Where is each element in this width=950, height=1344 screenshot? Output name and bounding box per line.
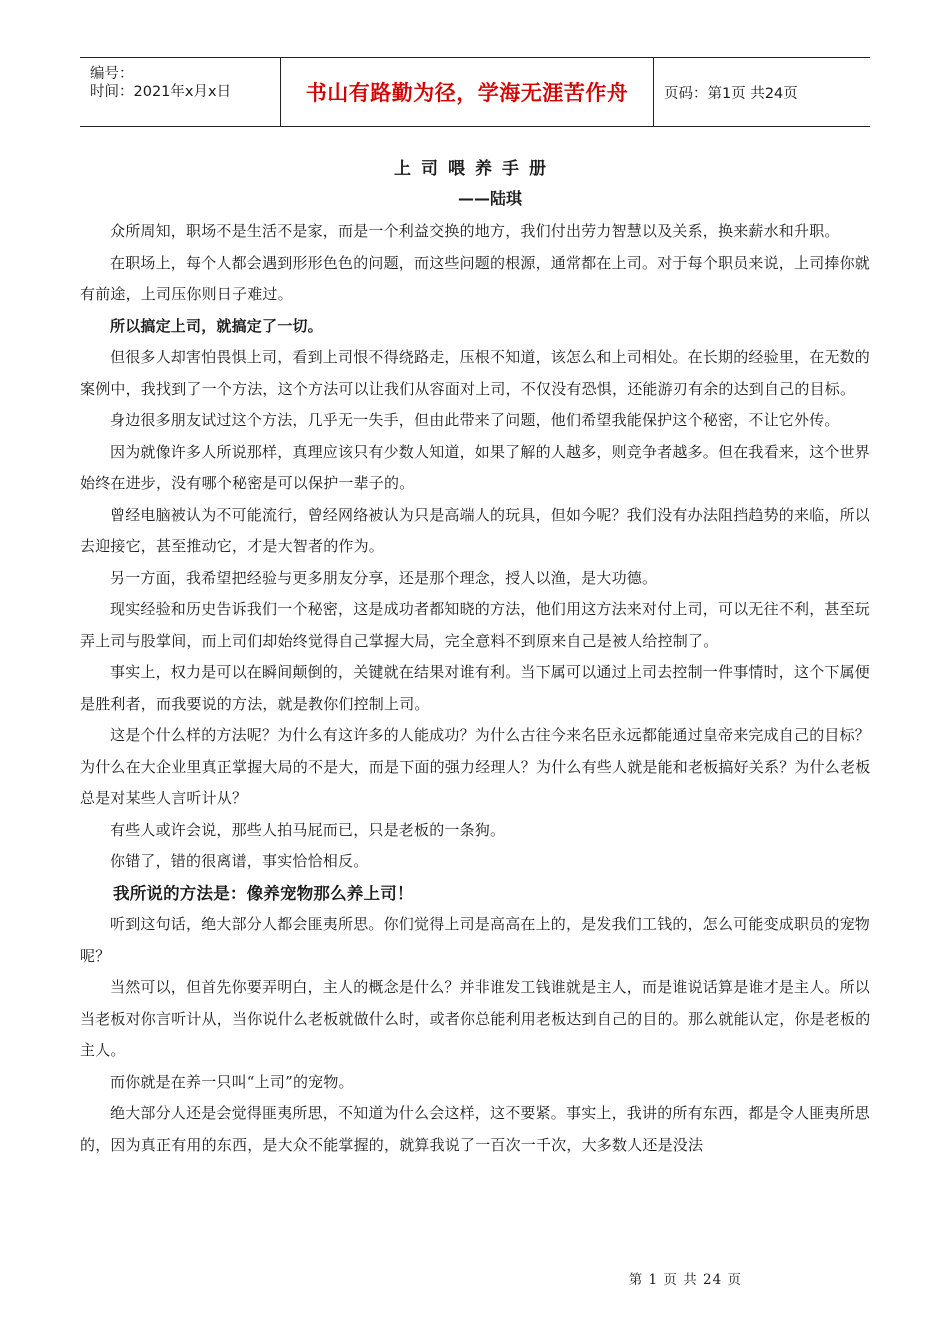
paragraph: 另一方面，我希望把经验与更多朋友分享，还是那个理念，授人以渔，是大功德。 bbox=[110, 568, 658, 587]
paragraph: 这是个什么样的方法呢？为什么有这许多的人能成功？为什么古往今来名臣永远都能通过皇帝来完成自己的目标？为什么在大企业里真正掌握大局的不是大，而是下面的强力经理人？为什么有些人就是能和老板搞好关系？为什么老板总是对某些人言听计从？ bbox=[80, 726, 871, 807]
paragraph: 众所周知，职场不是生活不是家，而是一个利益交换的地方，我们付出劳力智慧以及关系，换来薪水和升职。 bbox=[110, 222, 840, 240]
paragraph: 身边很多朋友试过这个方法，几乎无一失手，但由此带来了问题，他们希望我能保护这个秘密，不让它外传。 bbox=[110, 411, 840, 429]
paragraph: 而你就是在养一只叫“上司”的宠物。 bbox=[110, 1072, 354, 1091]
document-body bbox=[80, 216, 872, 1161]
paragraph: 曾经电脑被认为不可能流行，曾经网络被认为只是高端人的玩具，但如今呢？我们没有办法阻挡趋势的来临，所以去迎接它，甚至推动它，才是大智者的作为。 bbox=[80, 505, 871, 555]
paragraph: 因为就像许多人所说那样，真理应该只有少数人知道，如果了解的人越多，则竞争者越多。但在我看来，这个世界始终在进步，没有哪个秘密是可以保护一辈子的。 bbox=[80, 442, 871, 492]
paragraph: 你错了，错的很离谱，事实恰恰相反。 bbox=[110, 852, 369, 870]
paragraph: 现实经验和历史告诉我们一个秘密，这是成功者都知晓的方法，他们用这方法来对付上司，可以无往不利，甚至玩弄上司与股掌间，而上司们却始终觉得自己掌握大局，完全意料不到原来自己是被人给控制了。 bbox=[80, 600, 871, 650]
paragraph: 但很多人却害怕畏惧上司，看到上司恨不得绕路走，压根不知道，该怎么和上司相处。在长期的经验里，在无数的案例中，我找到了一个方法，这个方法可以让我们从容面对上司，不仅没有恐惧，还能游刃有余的达到自己的目标。 bbox=[80, 348, 871, 398]
document-author: ——陆琪 bbox=[458, 189, 523, 208]
page-info: 页码：第1页 共24页 bbox=[664, 85, 798, 102]
number-label: 编号： bbox=[90, 66, 134, 82]
paragraph: 绝大部分人还是会觉得匪夷所思，不知道为什么会这样，这不要紧。事实上，我讲的所有东西，都是令人匪夷所思的，因为真正有用的东西，是大众不能掌握的，就算我说了一百次一千次，大多数人还是没法 bbox=[80, 1104, 871, 1154]
header-meta-cell bbox=[80, 58, 281, 126]
paragraph: 事实上，权力是可以在瞬间颠倒的，关键就在结果对谁有利。当下属可以通过上司去控制一件事情时，这个下属便是胜利者，而我要说的方法，就是教你们控制上司。 bbox=[80, 663, 871, 713]
paragraph-emphasis: 所以搞定上司，就搞定了一切。 bbox=[110, 316, 323, 335]
page-footer: 第 1 页 共 24 页 bbox=[628, 1272, 742, 1288]
page-header bbox=[80, 57, 870, 127]
paragraph: 在职场上，每个人都会遇到形形色色的问题，而这些问题的根源，通常都在上司。对于每个职员来说，上司捧你就有前途，上司压你则日子难过。 bbox=[80, 253, 871, 303]
paragraph: 有些人或许会说，那些人拍马屁而已，只是老板的一条狗。 bbox=[110, 820, 506, 839]
paragraph-key-point: 我所说的方法是：像养宠物那么养上司！ bbox=[113, 883, 414, 903]
date-label: 时间：2021年x月x日 bbox=[90, 84, 232, 100]
motto: 书山有路勤为径，学海无涯苦作舟 bbox=[281, 58, 654, 126]
paragraph: 当然可以，但首先你要弄明白，主人的概念是什么？并非谁发工钱谁就是主人，而是谁说话算是谁才是主人。所以当老板对你言听计从，当你说什么老板就做什么时，或者你总能利用老板达到自己的目的。那么就能认定，你是老板的主人。 bbox=[80, 978, 871, 1059]
document-title: 上司喂养手册 bbox=[394, 159, 556, 179]
paragraph: 听到这句话，绝大部分人都会匪夷所思。你们觉得上司是高高在上的，是发我们工钱的，怎么可能变成职员的宠物呢？ bbox=[80, 915, 871, 965]
